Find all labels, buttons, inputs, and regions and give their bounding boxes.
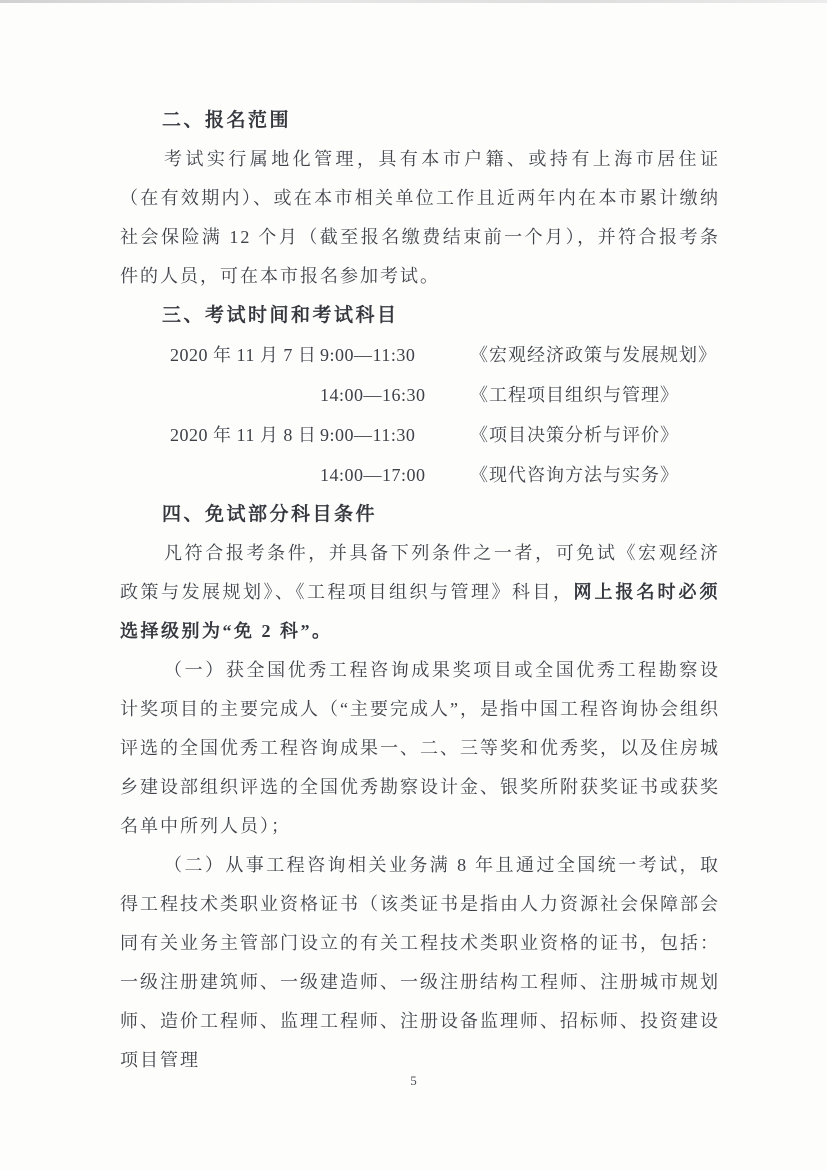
exam-subject: 《项目决策分析与评价》 [470, 425, 679, 445]
exam-subject: 《宏观经济政策与发展规划》 [470, 345, 717, 365]
scan-edge-artifact [0, 0, 827, 3]
exam-schedule-row [170, 415, 720, 455]
exam-schedule-row [170, 455, 720, 495]
exam-schedule [120, 335, 720, 495]
exemption-intro-regular-text: 凡符合报考条件，并具备下列条件之一者，可免试《宏观经济政策与发展规划》、《工程项目组织与管理》科目， [120, 543, 720, 602]
exemption-intro-bold-text: 网上报名时必须选择级别为“免 2 科”。 [120, 582, 720, 641]
exam-time: 14:00—16:30 [320, 385, 426, 405]
exam-schedule-row [170, 335, 720, 375]
exam-date: 2020 年 11 月 7 日 [170, 345, 317, 365]
exam-subject: 《现代咨询方法与实务》 [470, 465, 679, 485]
page-number: 5 [410, 1073, 417, 1088]
exemption-item-one-paragraph: （一）获全国优秀工程咨询成果奖项目或全国优秀工程勘察设计奖项目的主要完成人（“主要完成人”，是指中国工程咨询协会组织评选的全国优秀工程咨询成果一、二、三等奖和优秀奖，以及住房城乡建设部组织评选的全国优秀勘察设计金、银奖所附获奖证书或获奖名单中所列人员）； [120, 660, 720, 836]
section-heading-scope: 二、报名范围 [162, 110, 292, 131]
page-footer [0, 1072, 827, 1090]
exam-schedule-row [170, 375, 720, 415]
exam-subject: 《工程项目组织与管理》 [470, 385, 679, 405]
exam-time: 9:00—11:30 [320, 425, 416, 445]
section-heading-exemption: 四、免试部分科目条件 [162, 504, 378, 525]
exam-time: 14:00—17:00 [320, 465, 426, 485]
exam-time: 9:00—11:30 [320, 345, 416, 365]
exemption-intro-paragraph [120, 534, 720, 651]
exam-date: 2020 年 11 月 8 日 [170, 425, 317, 445]
scope-paragraph: 考试实行属地化管理，具有本市户籍、或持有上海市居住证（在有效期内）、或在本市相关单位工作且近两年内在本市累计缴纳社会保险满 12 个月（截至报名缴费结束前一个月），并符合报考条件的人员，可在本市报名参加考试。 [120, 149, 720, 286]
exemption-item-two-paragraph: （二）从事工程咨询相关业务满 8 年且通过全国统一考试，取得工程技术类职业资格证书（该类证书是指由人力资源社会保障部会同有关业务主管部门设立的有关工程技术类职业资格的证书，包括：一级注册建筑师、一级建造师、一级注册结构工程师、注册城市规划师、造价工程师、监理工程师、注册设备监理师、招标师、投资建设项目管理 [120, 855, 720, 1070]
section-heading-schedule: 三、考试时间和考试科目 [162, 305, 399, 326]
document-content [120, 101, 720, 1080]
